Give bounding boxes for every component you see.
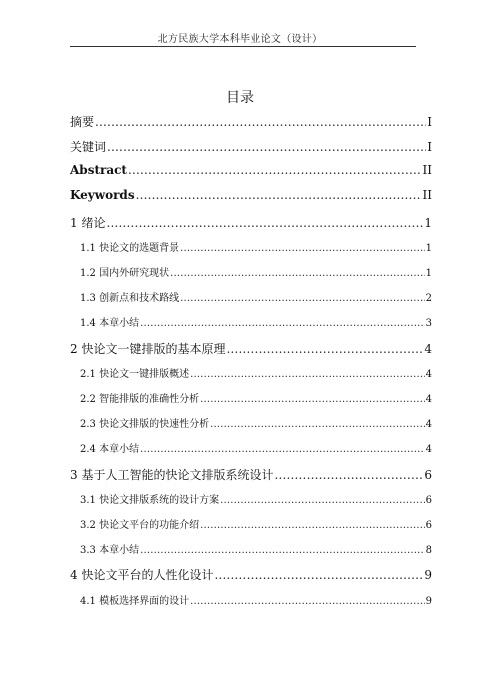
toc-entry[interactable] <box>80 541 432 556</box>
toc-dot-leader <box>226 342 423 356</box>
toc-entry-page-number: 4 <box>425 369 432 380</box>
toc-entry-label: 1.3 创新点和技术路线 <box>80 293 180 304</box>
toc-entry-page-number: I <box>427 140 432 154</box>
toc-entry[interactable] <box>80 516 432 531</box>
toc-dot-leader <box>180 243 425 254</box>
toc-entry-label: 2.1 快论文一键排版概述 <box>80 369 190 380</box>
toc-entry-label: 2.2 智能排版的准确性分析 <box>80 394 200 405</box>
toc-entry-page-number: II <box>422 188 432 202</box>
toc-entry-label: 2.4 本章小结 <box>80 444 140 455</box>
toc-entry[interactable] <box>70 214 432 231</box>
toc-entry-page-number: 1 <box>425 268 432 279</box>
toc-dot-leader <box>140 545 425 556</box>
toc-entry-page-number: 3 <box>425 318 432 329</box>
toc-entry-page-number: 4 <box>425 419 432 430</box>
toc-entry[interactable] <box>70 113 432 130</box>
toc-entry[interactable] <box>80 415 432 430</box>
toc-dot-leader <box>214 568 423 582</box>
toc-dot-leader <box>170 268 425 279</box>
toc-dot-leader <box>210 419 425 430</box>
toc-entry[interactable] <box>80 390 432 405</box>
toc-dot-leader <box>190 596 425 607</box>
toc-dot-leader <box>274 468 423 482</box>
toc-entry[interactable] <box>70 188 432 202</box>
toc-entry[interactable] <box>80 264 432 279</box>
toc-entry[interactable] <box>80 239 432 254</box>
toc-entry-label: 1 绪论 <box>70 216 106 230</box>
toc-entry[interactable] <box>70 466 432 483</box>
toc-entry-label: 3.1 快论文排版系统的设计方案 <box>80 495 220 506</box>
toc-entry-label: Keywords <box>70 188 135 202</box>
toc-entry[interactable] <box>80 365 432 380</box>
toc-dot-leader <box>140 444 425 455</box>
toc-entry[interactable] <box>80 289 432 304</box>
toc-dot-leader <box>106 216 423 230</box>
toc-entry-label: 1.4 本章小结 <box>80 318 140 329</box>
toc-entry-label: 3 基于人工智能的快论文排版系统设计 <box>70 468 274 482</box>
toc-entry[interactable] <box>80 440 432 455</box>
toc-entry[interactable] <box>70 163 432 177</box>
toc-entry-page-number: 4 <box>425 444 432 455</box>
toc-entry-page-number: 9 <box>425 596 432 607</box>
toc-entry-label: 3.3 本章小结 <box>80 545 140 556</box>
toc-entry-page-number: I <box>427 115 432 129</box>
toc-entry-page-number: 8 <box>425 545 432 556</box>
toc-entry-label: 摘要 <box>70 115 95 129</box>
toc-dot-leader <box>200 394 425 405</box>
running-header: 北方民族大学本科毕业论文（设计） <box>157 34 323 45</box>
toc-entry-label: 1.1 快论文的选题背景 <box>80 243 180 254</box>
toc-entry-label: 4 快论文平台的人性化设计 <box>70 568 214 582</box>
toc-entry-page-number: 4 <box>425 394 432 405</box>
toc-entry[interactable] <box>70 566 432 583</box>
toc-dot-leader <box>220 495 425 506</box>
toc-entry[interactable] <box>80 314 432 329</box>
toc-entry-label: Abstract <box>70 163 127 177</box>
toc-dot-leader <box>136 188 422 202</box>
toc-entry[interactable] <box>70 340 432 357</box>
toc-entry[interactable] <box>80 491 432 506</box>
toc-entry-page-number: 1 <box>425 243 432 254</box>
toc-entry-page-number: 4 <box>424 342 432 356</box>
toc-entry-label: 2.3 快论文排版的快速性分析 <box>80 419 210 430</box>
toc-entry-page-number: 6 <box>425 520 432 531</box>
toc-entry[interactable] <box>70 138 432 155</box>
toc-entry-page-number: 6 <box>425 495 432 506</box>
toc-title: 目录 <box>226 90 254 106</box>
toc-entry-label: 4.1 模板选择界面的设计 <box>80 596 190 607</box>
toc-entry-label: 1.2 国内外研究现状 <box>80 268 170 279</box>
toc-dot-leader <box>190 369 425 380</box>
toc-entry-label: 3.2 快论文平台的功能介绍 <box>80 520 200 531</box>
toc-dot-leader <box>95 115 426 129</box>
toc-entry-label: 2 快论文一键排版的基本原理 <box>70 342 226 356</box>
toc-dot-leader <box>200 520 425 531</box>
toc-entry-label: 关键词 <box>70 140 107 154</box>
toc-entry-page-number: II <box>422 163 432 177</box>
toc-entry-page-number: 9 <box>424 568 432 582</box>
toc-entry[interactable] <box>80 592 432 607</box>
toc-dot-leader <box>180 293 425 304</box>
toc-entry-page-number: 2 <box>425 293 432 304</box>
toc-dot-leader <box>140 318 425 329</box>
toc-entry-page-number: 6 <box>424 468 432 482</box>
toc-dot-leader <box>128 163 422 177</box>
toc-dot-leader <box>107 140 426 154</box>
toc-entry-page-number: 1 <box>424 216 432 230</box>
